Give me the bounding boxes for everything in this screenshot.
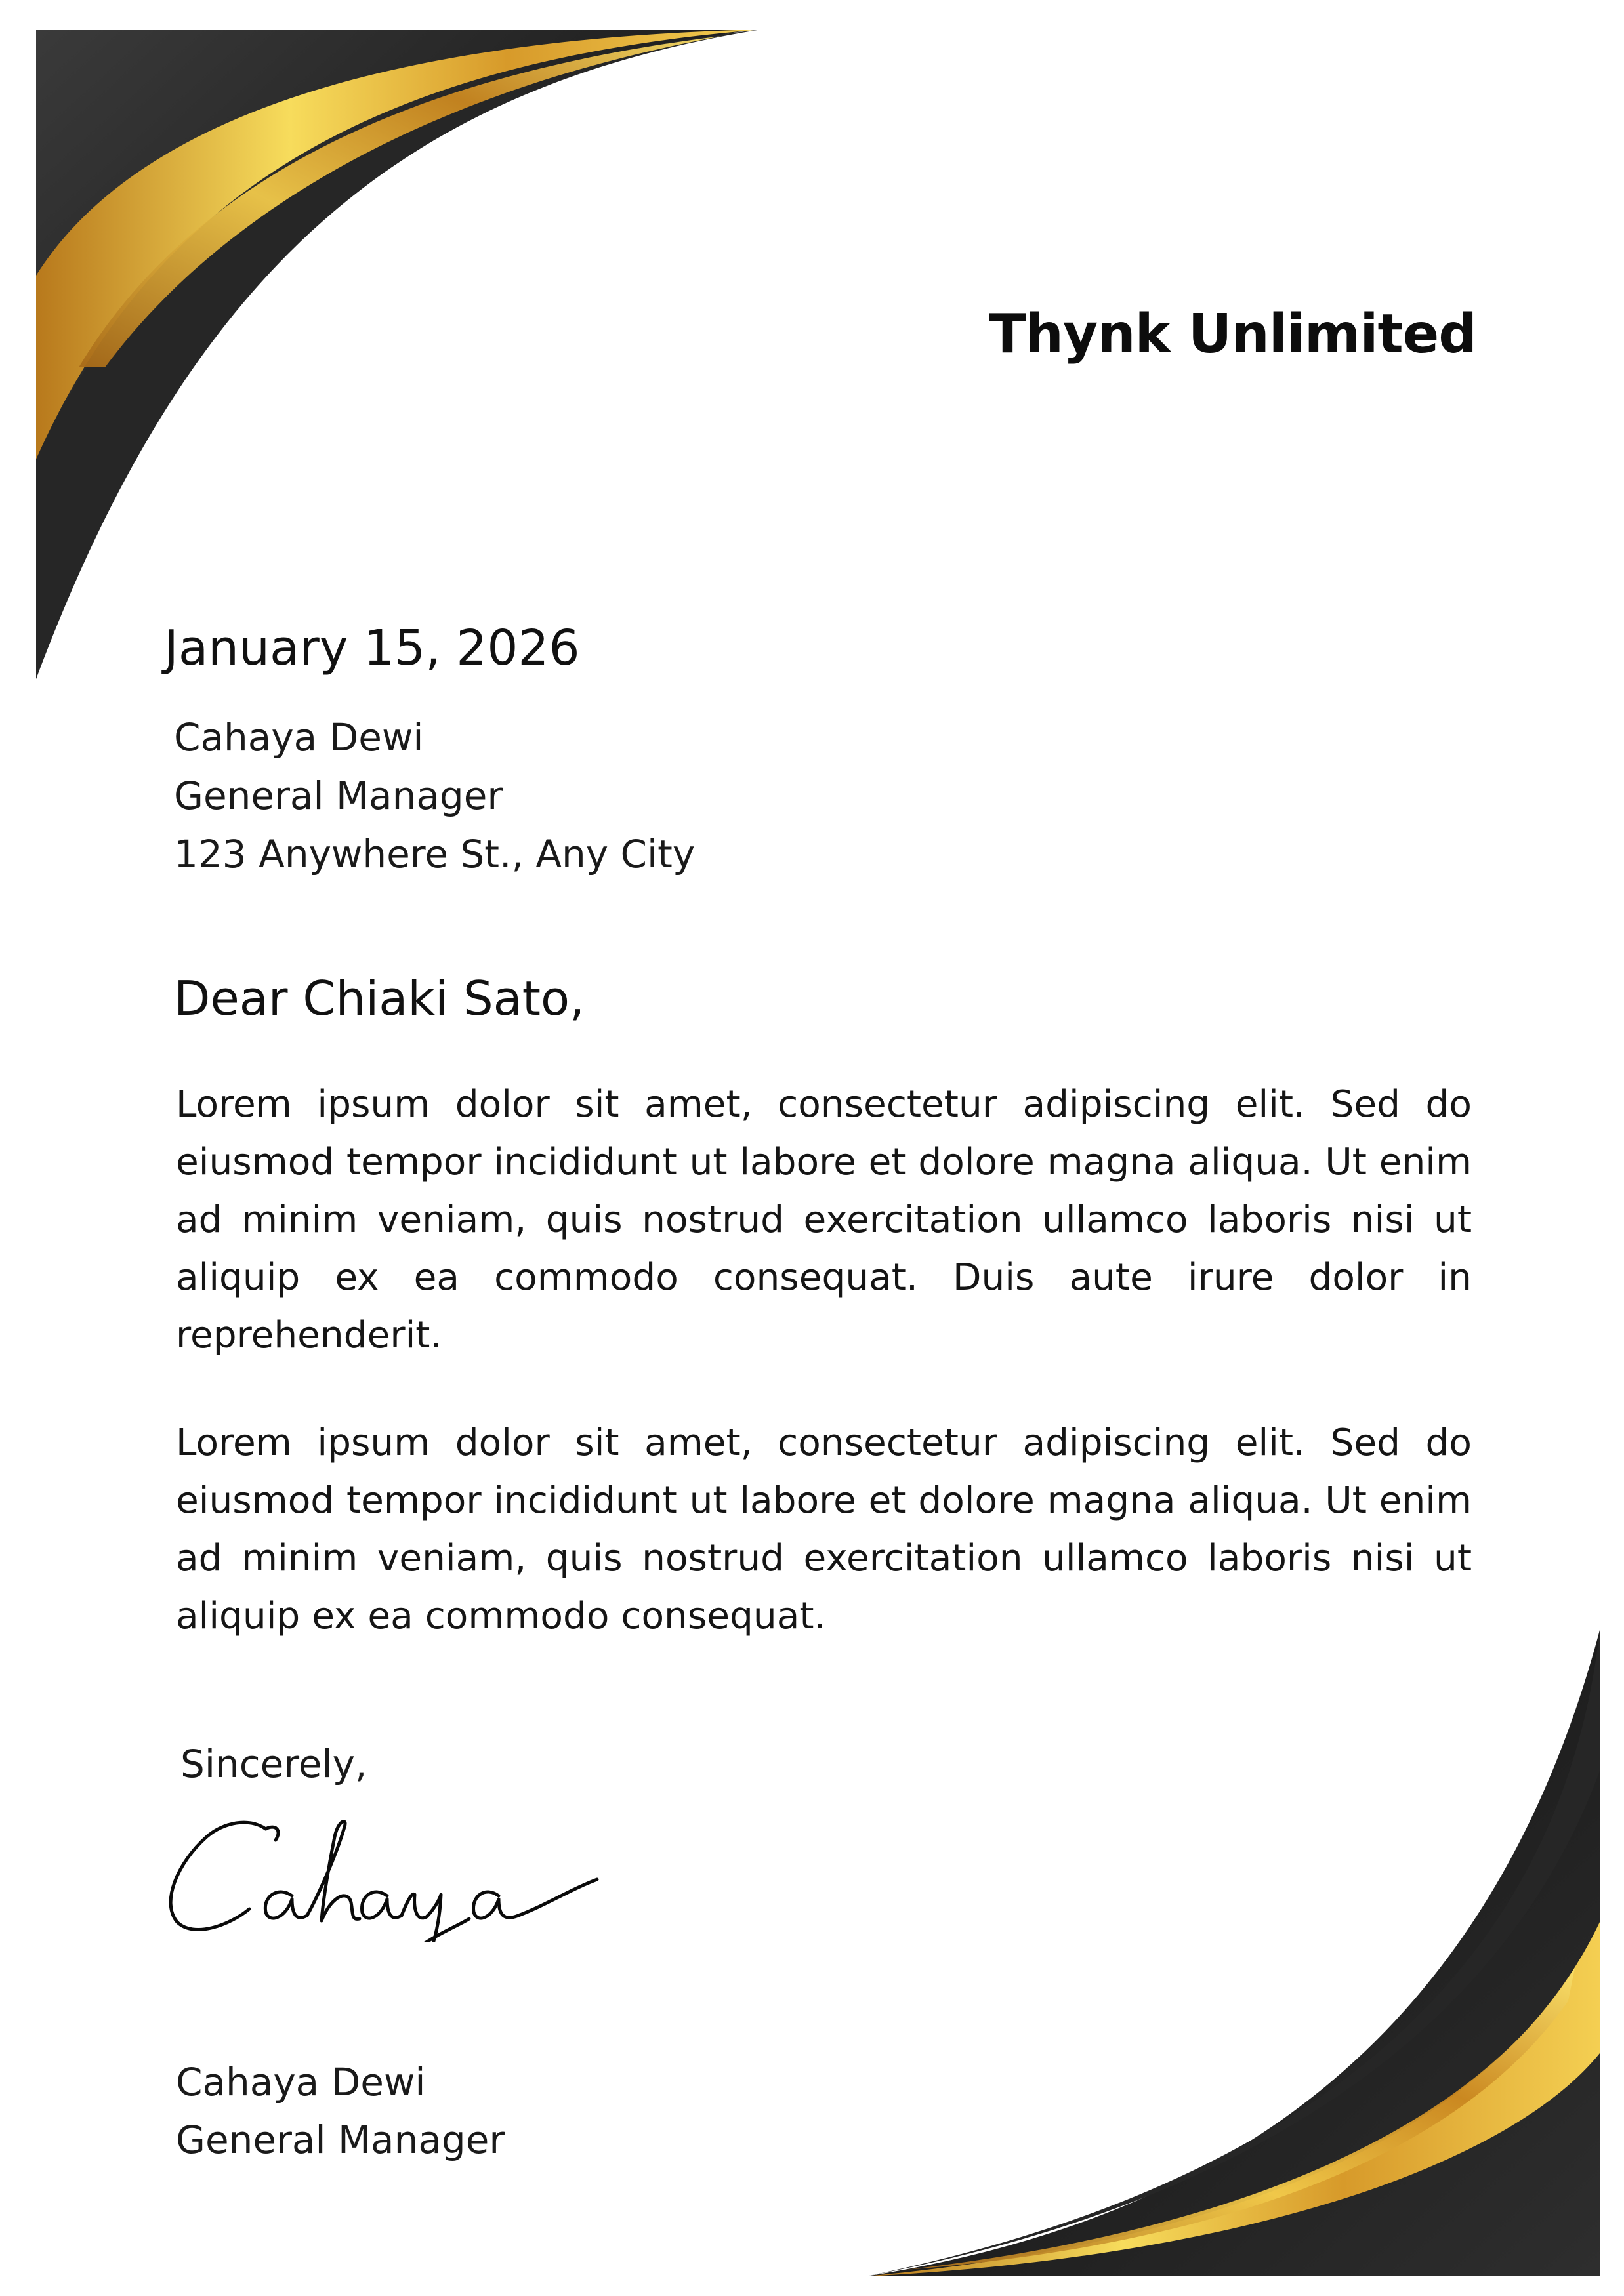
company-name: Thynk Unlimited: [989, 303, 1476, 365]
body-paragraph-1: Lorem ipsum dolor sit amet, consectetur adipiscing elit. Sed do eiusmod tempor incididunt ut labore et dolore magna aliqua. Ut enim ad minim veniam, quis nostrud exercitation ullamco laboris nisi ut aliquip ex ea commodo consequat. Duis aute irure dolor in reprehenderit.: [176, 1083, 1472, 1357]
salutation: Dear Chiaki Sato,: [174, 971, 585, 1026]
recipient-block: [174, 708, 695, 884]
handwritten-signature: [151, 1811, 623, 1942]
signer-name: Cahaya Dewi: [176, 2060, 426, 2104]
closing-text: Sincerely,: [180, 1742, 367, 1786]
signer-block: [176, 2053, 505, 2169]
recipient-title: General Manager: [174, 773, 503, 818]
top-left-swoosh: [36, 30, 761, 679]
letter-date: January 15, 2026: [164, 620, 580, 676]
signer-title: General Manager: [176, 2118, 505, 2162]
bottom-right-swoosh: [866, 1630, 1600, 2276]
body-paragraph-2: Lorem ipsum dolor sit amet, consectetur adipiscing elit. Sed do eiusmod tempor incididunt ut labore et dolore magna aliqua. Ut enim ad minim veniam, quis nostrud exercitation ullamco laboris nisi ut aliquip ex ea commodo consequat.: [176, 1422, 1472, 1637]
recipient-name: Cahaya Dewi: [174, 715, 424, 760]
recipient-address: 123 Anywhere St., Any City: [174, 832, 696, 876]
